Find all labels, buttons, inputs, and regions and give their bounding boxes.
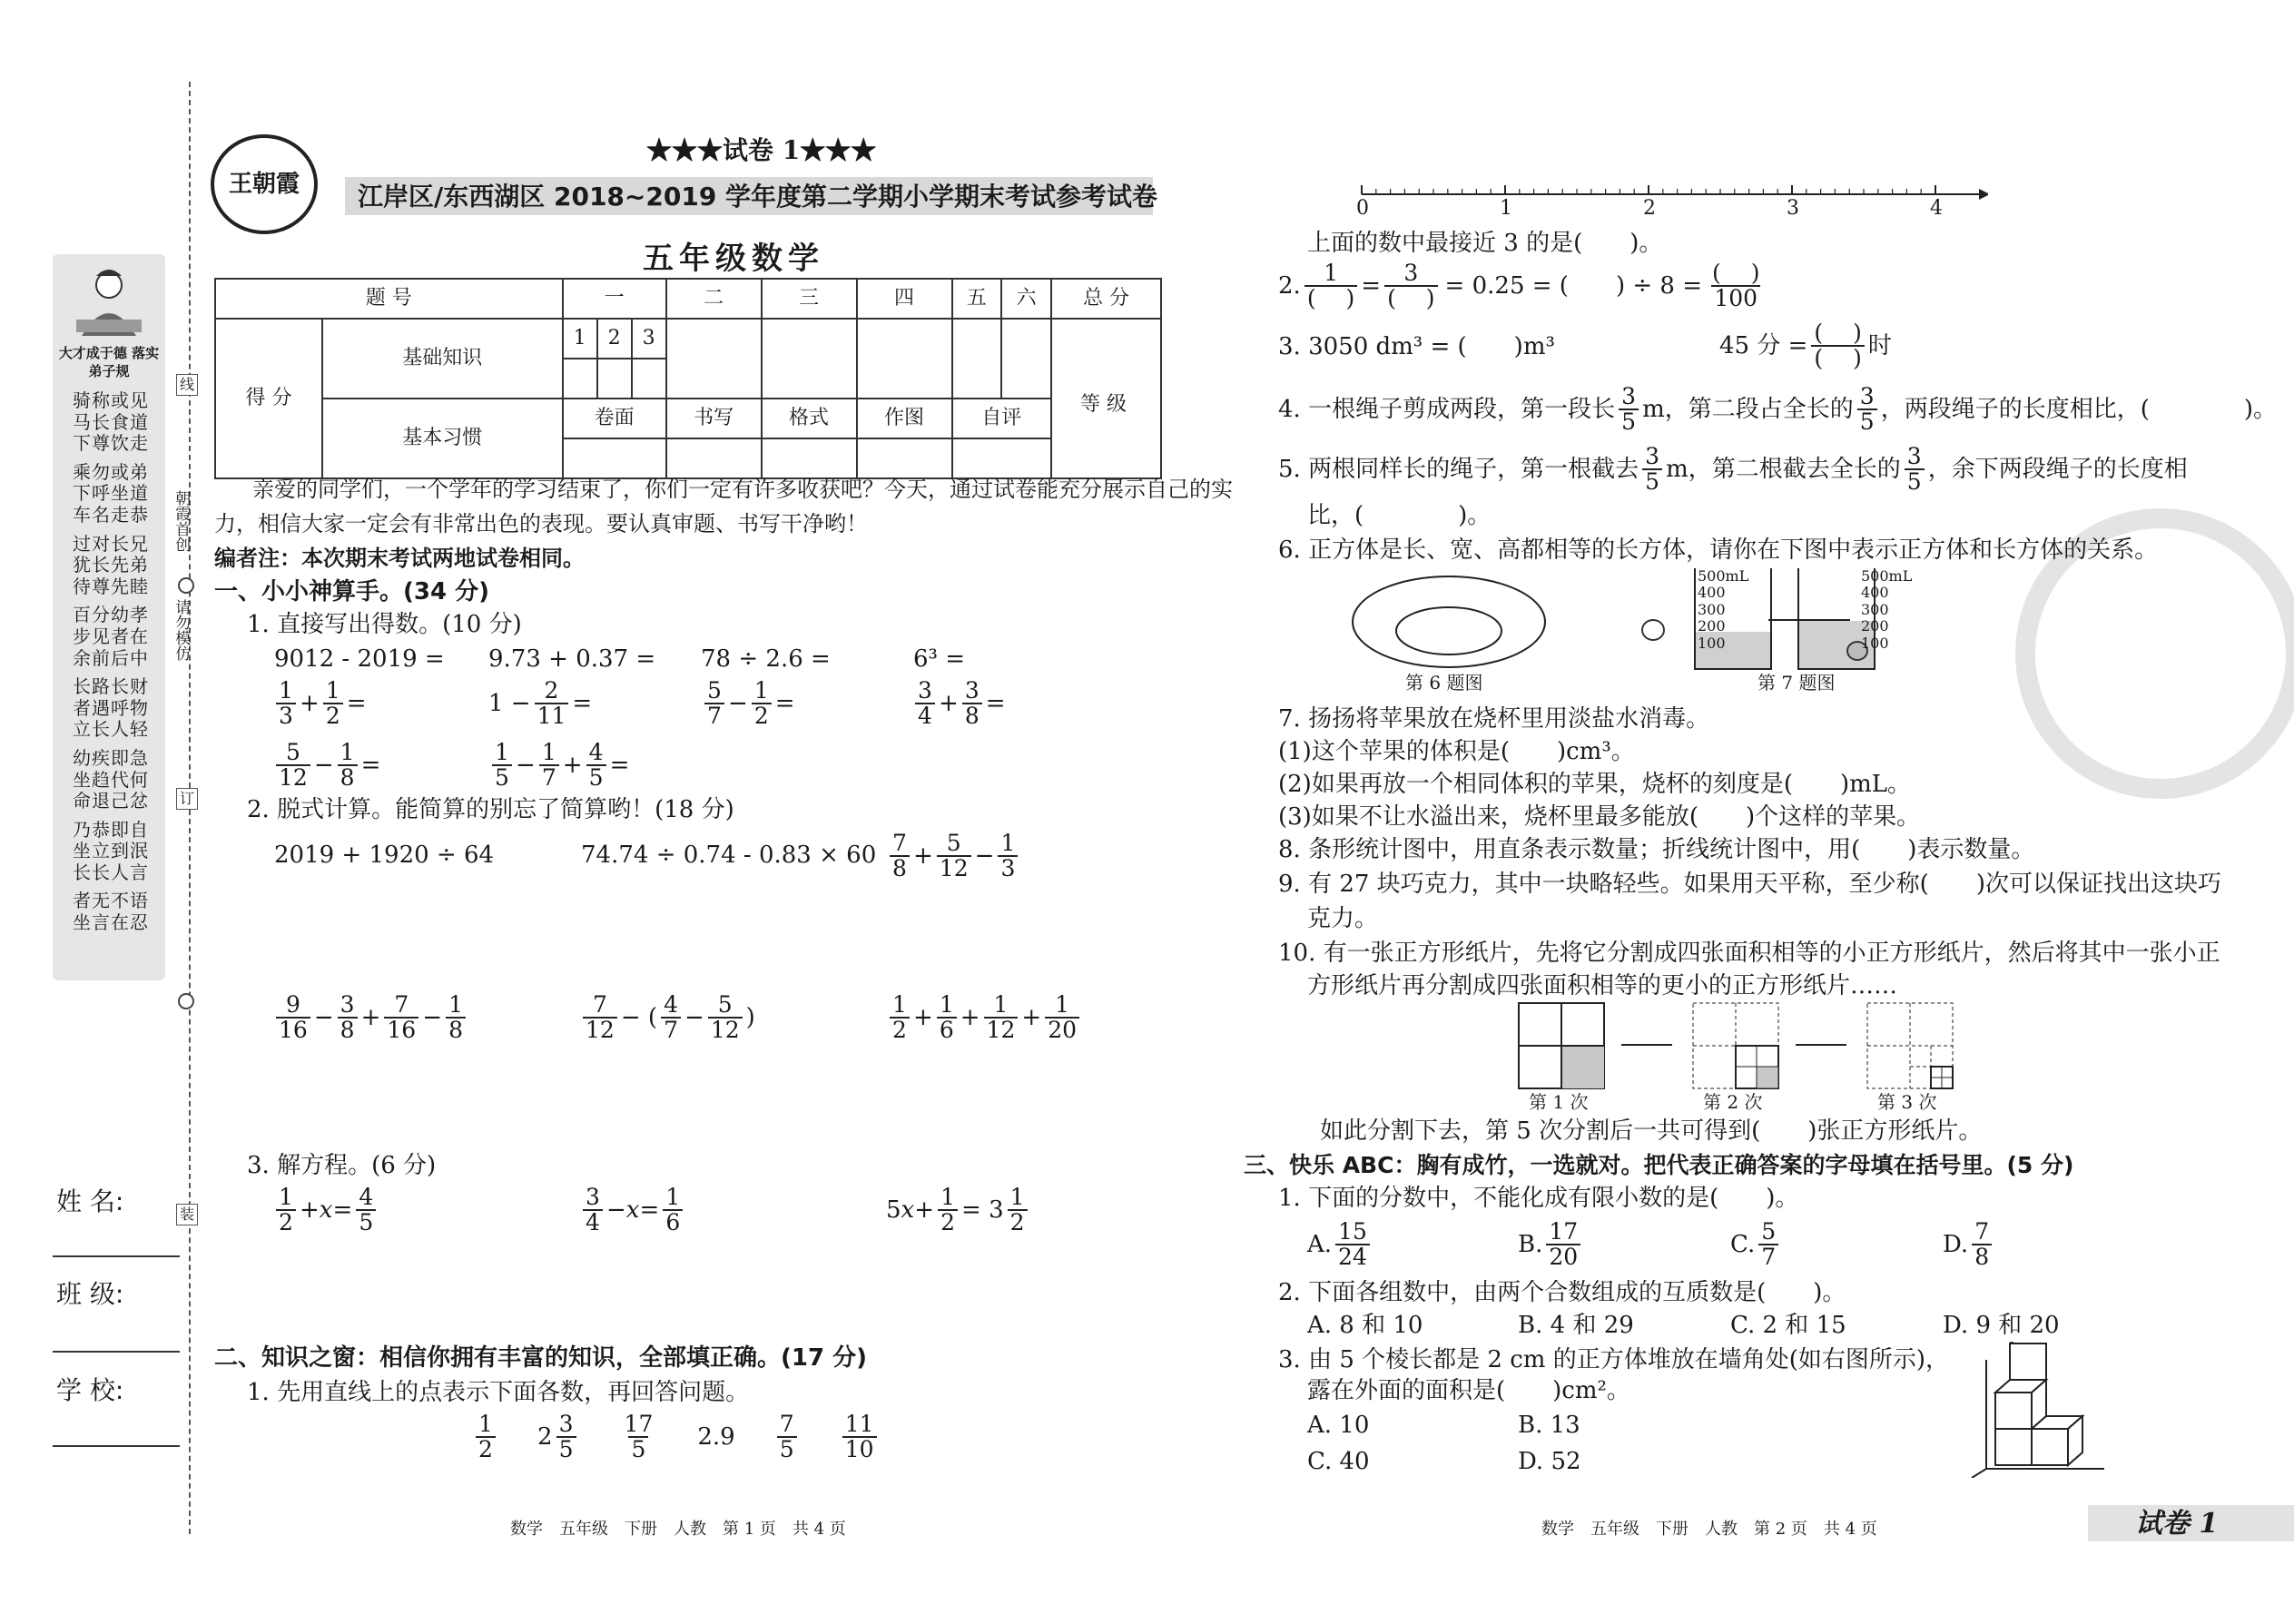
s2-q8: 8. 条形统计图中，用直条表示数量；折线统计图中，用( )表示数量。 bbox=[1278, 836, 2035, 863]
poem-line: 下呼坐道 bbox=[73, 482, 149, 505]
poem-line: 百分幼孝 bbox=[73, 604, 149, 626]
poem-line: 犹长先弟 bbox=[73, 554, 149, 576]
poem-line: 马长食道 bbox=[73, 410, 149, 433]
s1-q1-f: 1 − 2 11 = bbox=[488, 677, 593, 730]
s1-q2: 2. 脱式计算。能简算的别忘了简算哟！(18 分) bbox=[247, 796, 734, 823]
s2-q5-a: 5. 两根同样长的绳子，第一根截去 bbox=[1278, 456, 1639, 483]
fig7-caption: 第 7 题图 bbox=[1757, 672, 1836, 694]
sub-3: 3 bbox=[632, 319, 666, 359]
poem-line: 步见者在 bbox=[73, 625, 149, 647]
s3-q2-opt-a: A. 8 和 10 bbox=[1307, 1312, 1423, 1339]
binding-hole-1 bbox=[178, 577, 194, 594]
s3-q3b: 露在外面的面积是( )cm²。 bbox=[1307, 1377, 1630, 1404]
vertical-note-1: 朝霞首创 bbox=[172, 490, 191, 552]
poem-line: 下尊饮走 bbox=[73, 432, 149, 455]
fig10-square-1 bbox=[1518, 1002, 1605, 1089]
basic-knowledge-label: 基础知识 bbox=[322, 319, 563, 399]
name-field[interactable] bbox=[53, 1255, 180, 1257]
s3-q2: 2. 下面各组数中，由两个合数组成的互质数是( )。 bbox=[1278, 1279, 1846, 1306]
basic-habits-label: 基本习惯 bbox=[322, 399, 563, 478]
fig6-venn bbox=[1349, 572, 1549, 672]
s3-q3-opt-b: B. 13 bbox=[1518, 1412, 1580, 1439]
intro-line-2: 力，相信大家一定会有非常出色的表现。要认真审题、书写干净哟！ bbox=[214, 511, 868, 536]
s2-q5: 5. 两根同样长的绳子，第一根截去 3 5 m，第二根截去全长的 3 5 ，余下两段绳子的长度相 bbox=[1278, 443, 2188, 496]
poem-line: 乘勿或弟 bbox=[73, 460, 149, 483]
s2-q3-b-text: 45 分 = bbox=[1719, 332, 1808, 359]
th-5: 五 bbox=[952, 279, 1002, 319]
s1-q2-d: 9 16 − 3 8 + 7 16 − 1 8 bbox=[272, 993, 469, 1043]
s1-q1-d: 6³ = bbox=[913, 645, 966, 673]
grade-label: 等 级 bbox=[1080, 393, 1127, 416]
score-cell[interactable] bbox=[952, 438, 1052, 478]
s2-q9b: 克力。 bbox=[1307, 905, 1379, 932]
s1-q1-j: 1 5 − 1 7 + 4 5 = bbox=[488, 741, 629, 791]
s2-q7-1: (1)这个苹果的体积是( )cm³。 bbox=[1278, 738, 1635, 765]
s2-q1-numbers: 1 2 2 3 5 17 5 2.9 7 5 11 10 bbox=[472, 1412, 881, 1462]
intro-line-1: 亲爱的同学们，一个学年的学习结束了，你们一定有许多收获吧？今天，通过试卷能充分展示自己的实 bbox=[252, 477, 1233, 502]
school-label: 学 校: bbox=[56, 1375, 124, 1405]
th-2: 二 bbox=[666, 279, 762, 319]
s3-q3a: 3. 由 5 个棱长都是 2 cm 的正方体堆放在墙角处(如右图所示)， bbox=[1278, 1346, 1949, 1373]
s3-q3-opt-a: A. 10 bbox=[1307, 1412, 1370, 1439]
score-cell[interactable] bbox=[666, 319, 762, 399]
s2-q6: 6. 正方体是长、宽、高都相等的长方体，请你在下图中表示正方体和长方体的关系。 bbox=[1278, 536, 2159, 564]
score-cell[interactable] bbox=[762, 319, 857, 399]
beaker-2-marks: 500mL 400 300 200 100 bbox=[1861, 567, 1913, 652]
s2-q2-mid: = 0.25 = ( ) ÷ 8 = bbox=[1444, 272, 1702, 300]
score-cell[interactable] bbox=[666, 438, 762, 478]
section1-title: 一、小小神算手。(34 分) bbox=[214, 578, 489, 605]
fig6-caption: 第 6 题图 bbox=[1405, 672, 1483, 694]
poem-line: 坐立到泯 bbox=[73, 840, 149, 862]
s1-q3-b: 3 4 − x = 1 6 bbox=[579, 1186, 686, 1235]
score-cell[interactable] bbox=[762, 438, 857, 478]
poem-line: 坐言在忍 bbox=[73, 911, 149, 934]
habit-self: 自评 bbox=[952, 399, 1052, 438]
poem-line: 命退己忿 bbox=[73, 790, 149, 812]
vertical-note-2: 请勿模仿 bbox=[172, 599, 191, 661]
poem-line: 长长人言 bbox=[73, 861, 149, 883]
th-6: 六 bbox=[1001, 279, 1051, 319]
s3-q1-opt-c: C. 5 7 bbox=[1730, 1220, 1782, 1270]
score-cell[interactable] bbox=[597, 359, 632, 399]
axis-tick-2: 2 bbox=[1643, 197, 1656, 220]
poem-line: 者无不语 bbox=[73, 890, 149, 912]
section3-title: 三、快乐 ABC：胸有成竹，一选就对。把代表正确答案的字母填在括号里。(5 分) bbox=[1244, 1152, 2074, 1178]
axis-tick-0: 0 bbox=[1356, 197, 1369, 220]
sidebar-slogan: 大才成于德 落实弟子规 bbox=[58, 345, 160, 379]
s2-q3-b: 45 分 = ( ) ( ) 时 bbox=[1719, 320, 1892, 372]
s2-q4-a: 4. 一根绳子剪成两段，第一段长 bbox=[1278, 396, 1616, 423]
s2-q4-c: ，两段绳子的长度相比，( )。 bbox=[1880, 396, 2278, 423]
poem-line: 过对长兄 bbox=[73, 532, 149, 555]
footer-paper-label: 试卷 1 bbox=[2135, 1508, 2219, 1540]
s3-q1: 1. 下面的分数中，不能化成有限小数的是( )。 bbox=[1278, 1185, 1799, 1212]
s2-q1: 1. 先用直线上的点表示下面各数，再回答问题。 bbox=[247, 1379, 750, 1406]
s2-q7-2: (2)如果再放一个相同体积的苹果，烧杯的刻度是( )mL。 bbox=[1278, 771, 1912, 798]
fig10-square-3 bbox=[1866, 1002, 1954, 1089]
s1-q3: 3. 解方程。(6 分) bbox=[247, 1152, 437, 1179]
s1-q1-e: 1 3 + 1 2 = bbox=[272, 679, 367, 729]
s2-q10a: 10. 有一张正方形纸片，先将它分割成四张面积相等的小正方形纸片，然后将其中一张小正 bbox=[1278, 940, 2220, 967]
th-1: 一 bbox=[563, 279, 666, 319]
binding-mark-line: 线 bbox=[176, 374, 198, 396]
s1-q2-c: 7 8 + 5 12 − 1 3 bbox=[886, 832, 1021, 881]
s3-q2-opt-b: B. 4 和 29 bbox=[1518, 1312, 1634, 1339]
s2-q7-3: (3)如果不让水溢出来，烧杯里最多能放( )个这样的苹果。 bbox=[1278, 803, 1921, 831]
s1-q2-a: 2019 + 1920 ÷ 64 bbox=[274, 842, 495, 869]
axis-tick-1: 1 bbox=[1500, 197, 1512, 220]
poem-line: 骑称或见 bbox=[73, 389, 149, 411]
poem-line: 车名走恭 bbox=[73, 503, 149, 526]
fig10-square-2 bbox=[1692, 1002, 1779, 1089]
poem-line: 待尊先睦 bbox=[73, 575, 149, 597]
s2-q5-d: 比，( )。 bbox=[1307, 502, 1492, 529]
s2-q5-b: m，第二根截去全长的 bbox=[1666, 456, 1901, 483]
s2-q10b: 方形纸片再分割成四张面积相等的更小的正方形纸片…… bbox=[1307, 972, 1898, 999]
score-cell[interactable] bbox=[857, 438, 952, 478]
poem-line: 立长人轻 bbox=[73, 718, 149, 741]
s1-q1-a: 9012 - 2019 = bbox=[274, 645, 445, 673]
habit-format: 格式 bbox=[762, 399, 857, 438]
editor-note: 编者注：本次期末考试两地试卷相同。 bbox=[214, 545, 585, 571]
sidebar-poem bbox=[64, 390, 158, 934]
score-cell[interactable] bbox=[563, 359, 597, 399]
class-field[interactable] bbox=[53, 1351, 180, 1353]
s3-q3-opt-d: D. 52 bbox=[1518, 1448, 1581, 1475]
logo-text: 王朝霞 bbox=[228, 170, 300, 198]
poem-line: 坐趋代何 bbox=[73, 768, 149, 791]
s2-q1-ask: 上面的数中最接近 3 的是( )。 bbox=[1307, 230, 1663, 257]
class-label: 班 级: bbox=[56, 1279, 124, 1309]
poem-line: 幼疾即急 bbox=[73, 746, 149, 769]
fig10-caption-2: 第 2 次 bbox=[1703, 1091, 1763, 1113]
s1-q1: 1. 直接写出得数。(10 分) bbox=[247, 611, 522, 638]
binding-mark-ding: 订 bbox=[176, 788, 198, 810]
score-cell[interactable] bbox=[952, 319, 1002, 399]
decimal-number: 2.9 bbox=[697, 1423, 735, 1451]
s2-q5-c: ，余下两段绳子的长度相 bbox=[1927, 456, 2188, 483]
poem-line: 长路长财 bbox=[73, 675, 149, 698]
cube-stack-figure bbox=[1968, 1342, 2113, 1478]
habit-writing: 书写 bbox=[666, 399, 762, 438]
habit-drawing: 作图 bbox=[857, 399, 952, 438]
score-cell[interactable] bbox=[857, 319, 952, 399]
s2-q7: 7. 扬扬将苹果放在烧杯里用淡盐水消毒。 bbox=[1278, 705, 1710, 733]
axis-tick-3: 3 bbox=[1787, 197, 1799, 220]
exam-title: 江岸区/东西湖区 2018~2019 学年度第二学期小学期末考试参考试卷 bbox=[358, 182, 1158, 212]
s1-q2-f: 1 2 + 1 6 + 1 12 + 1 20 bbox=[886, 993, 1083, 1043]
poem-line: 余前后中 bbox=[73, 646, 149, 669]
s3-q1-opt-b: B. 17 20 bbox=[1518, 1220, 1584, 1270]
paper-label: ★★★试卷 1★★★ bbox=[646, 135, 877, 165]
th-3: 三 bbox=[762, 279, 857, 319]
s2-q2: 2. 1 ( ) = 3 ( ) = 0.25 = ( ) ÷ 8 = ( ) 100 bbox=[1278, 260, 1760, 312]
s1-q2-b: 74.74 ÷ 0.74 - 0.83 × 60 bbox=[581, 842, 877, 869]
logo-badge bbox=[211, 134, 318, 234]
s2-q3-b-unit: 时 bbox=[1867, 332, 1892, 359]
scholar-illustration bbox=[64, 263, 154, 345]
th-4: 四 bbox=[857, 279, 952, 319]
footer-right: 数学 五年级 下册 人教 第 2 页 共 4 页 bbox=[1541, 1520, 1877, 1539]
score-label: 得 分 bbox=[215, 319, 322, 478]
score-cell[interactable] bbox=[563, 438, 666, 478]
s3-q1-opt-a: A. 15 24 bbox=[1307, 1220, 1373, 1270]
sub-2: 2 bbox=[597, 319, 632, 359]
arrow-10a bbox=[1621, 1044, 1672, 1046]
s1-q1-c: 78 ÷ 2.6 = bbox=[701, 645, 831, 673]
habit-neat: 卷面 bbox=[563, 399, 666, 438]
score-cell[interactable] bbox=[632, 359, 666, 399]
arrow-10b bbox=[1796, 1044, 1846, 1046]
s2-q9a: 9. 有 27 块巧克力，其中一块略轻些。如果用天平称，至少称( )次可以保证找出这块巧 bbox=[1278, 871, 2221, 898]
th-total: 总 分 bbox=[1051, 279, 1161, 319]
poem-line: 乃恭即自 bbox=[73, 818, 149, 841]
s1-q1-g: 5 7 − 1 2 = bbox=[701, 679, 795, 729]
s1-q3-a: 1 2 + x = 4 5 bbox=[272, 1186, 379, 1235]
axis-tick-4: 4 bbox=[1930, 197, 1943, 220]
s3-q1-opt-d: D. 7 8 bbox=[1943, 1220, 1995, 1270]
section2-title: 二、知识之窗：相信你拥有丰富的知识，全部填正确。(17 分) bbox=[214, 1344, 867, 1372]
binding-mark-zhuang: 装 bbox=[176, 1204, 198, 1225]
subject-title: 五年级数学 bbox=[643, 241, 824, 277]
s1-q1-h: 3 4 + 3 8 = bbox=[911, 679, 1006, 729]
name-label: 姓 名: bbox=[56, 1186, 124, 1216]
s1-q1-i: 5 12 − 1 8 = bbox=[272, 741, 380, 791]
fig10-caption-1: 第 1 次 bbox=[1529, 1091, 1589, 1113]
number-line bbox=[1353, 182, 1988, 227]
s3-q2-opt-d: D. 9 和 20 bbox=[1943, 1312, 2060, 1339]
th-question-no: 题 号 bbox=[215, 279, 563, 319]
s1-q2-e: 7 12 − ( 4 7 − 5 12 ) bbox=[579, 993, 755, 1043]
footer-left: 数学 五年级 下册 人教 第 1 页 共 4 页 bbox=[510, 1520, 846, 1539]
s2-q4: 4. 一根绳子剪成两段，第一段长 3 5 m，第二段占全长的 3 5 ，两段绳子的长度相比，( )。 bbox=[1278, 383, 2278, 436]
binding-hole-2 bbox=[178, 993, 194, 1009]
score-table bbox=[214, 278, 1162, 479]
beaker-1-marks: 500mL 400 300 200 100 bbox=[1698, 567, 1749, 652]
poem-line: 者遇呼物 bbox=[73, 696, 149, 719]
s3-q3-opt-c: C. 40 bbox=[1307, 1448, 1370, 1475]
sub-1: 1 bbox=[563, 319, 597, 359]
fig10-caption-3: 第 3 次 bbox=[1877, 1091, 1937, 1113]
s2-q4-b: m，第二段占全长的 bbox=[1642, 396, 1854, 423]
s1-q1-b: 9.73 + 0.37 = bbox=[488, 645, 656, 673]
school-field[interactable] bbox=[53, 1445, 180, 1447]
score-cell[interactable] bbox=[1001, 319, 1051, 399]
s3-q2-opt-c: C. 2 和 15 bbox=[1730, 1312, 1846, 1339]
apple-icon bbox=[1641, 619, 1665, 641]
s1-q3-c: 5 x + 1 2 = 3 1 2 bbox=[886, 1186, 1031, 1235]
s2-q3-a: 3. 3050 dm³ = ( )m³ bbox=[1278, 333, 1555, 360]
s2-q10c: 如此分割下去，第 5 次分割后一共可得到( )张正方形纸片。 bbox=[1320, 1117, 1983, 1145]
